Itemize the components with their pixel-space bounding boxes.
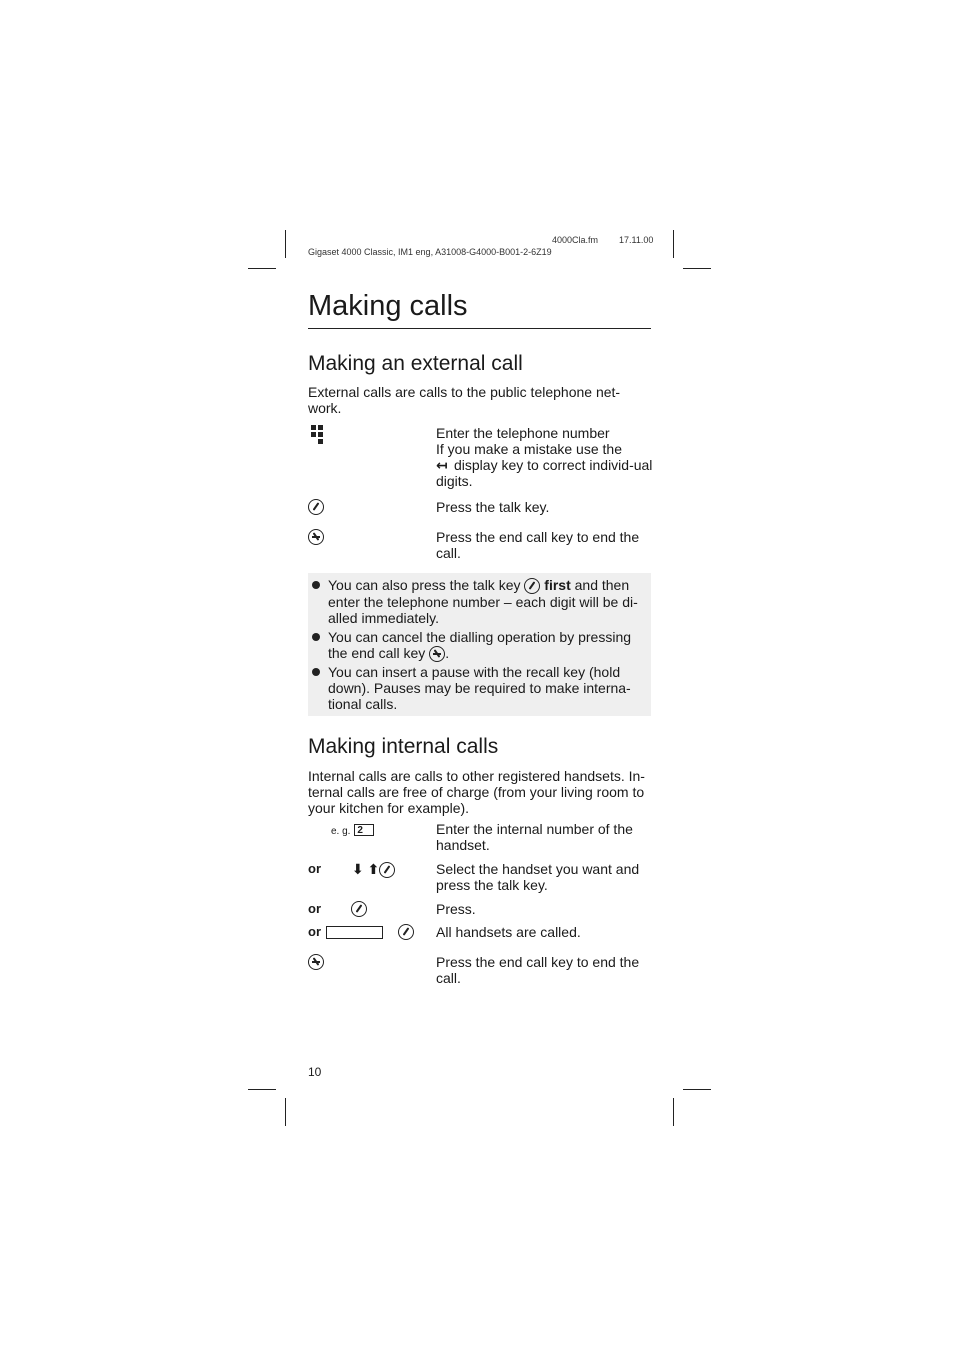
- eg-label: e. g.: [331, 826, 351, 837]
- step-enter-number: [308, 425, 653, 489]
- page-title: Making calls: [308, 288, 651, 329]
- talk-key-icon: [379, 862, 395, 878]
- or-label: or: [308, 924, 321, 939]
- external-heading: Making an external call: [308, 352, 523, 375]
- internal-heading: Making internal calls: [308, 735, 499, 758]
- step-desc: Press the end call key to end the call.: [436, 529, 640, 561]
- page-number: 10: [308, 1065, 322, 1079]
- end-call-key-icon: [308, 529, 324, 545]
- or-label: or: [308, 861, 321, 876]
- step-call-all: [308, 924, 653, 944]
- bullet-icon: [312, 633, 320, 641]
- step-desc: Enter the telephone number: [436, 425, 610, 441]
- step-desc: Select the handset you want and press the talk key.: [436, 861, 640, 893]
- header-doc-id: Gigaset 4000 Classic, IM1 eng, A31008-G4000-B001-2-6Z19: [308, 247, 552, 257]
- step-desc: Press the end call key to end the call.: [436, 954, 640, 986]
- crop-mark: [285, 230, 286, 258]
- step-desc: display key to correct individ-ual digits.: [436, 457, 653, 489]
- step-desc: All handsets are called.: [436, 924, 581, 940]
- step-desc: Press the talk key.: [436, 499, 550, 515]
- digit-key-icon: 2: [354, 824, 374, 836]
- internal-intro: Internal calls are calls to other registered handsets. In-ternal calls are free of charge (from your living room to your kitchen for example).: [308, 768, 645, 816]
- crop-mark: [248, 1089, 276, 1090]
- or-label: or: [308, 901, 321, 916]
- step-desc: If you make a mistake use the: [436, 441, 622, 457]
- keypad-icon: [308, 425, 326, 445]
- crop-mark: [683, 268, 711, 269]
- display-key-box: [326, 926, 383, 939]
- crop-mark: [248, 268, 276, 269]
- talk-key-icon: [308, 499, 324, 515]
- crop-mark: [673, 230, 674, 258]
- note-item: You can insert a pause with the recall key (hold down). Pauses may be required to make interna-tional calls.: [312, 664, 651, 712]
- crop-mark: [673, 1098, 674, 1126]
- crop-mark: [285, 1098, 286, 1126]
- step-select-handset: [308, 861, 653, 895]
- talk-key-icon: [524, 578, 540, 594]
- header-date: 17.11.00: [619, 235, 654, 245]
- step-talk: [308, 499, 653, 519]
- bullet-icon: [312, 668, 320, 676]
- step-end: [308, 529, 653, 563]
- delete-icon: ↤: [436, 457, 448, 473]
- note-item: You can also press the talk key first and then enter the telephone number – each digit will be di-alled immediately.: [312, 577, 651, 625]
- step-end-internal: [308, 954, 653, 988]
- header-file: 4000Cla.fm: [552, 235, 599, 245]
- note-box: [308, 573, 651, 716]
- talk-key-icon: [398, 924, 414, 940]
- arrow-down-icon: ⬇: [352, 861, 364, 877]
- step-desc: Enter the internal number of the handset.: [436, 821, 633, 853]
- end-call-key-icon: [308, 954, 324, 970]
- step-internal-number: [308, 821, 653, 855]
- arrow-up-icon: ⬆: [367, 861, 380, 877]
- note-item: You can cancel the dialling operation by pressing the end call key .: [312, 629, 651, 661]
- talk-key-icon: [351, 901, 367, 917]
- bullet-icon: [312, 581, 320, 589]
- step-desc: Press.: [436, 901, 476, 917]
- external-intro: External calls are calls to the public telephone net-work.: [308, 384, 621, 416]
- crop-mark: [683, 1089, 711, 1090]
- step-press: [308, 901, 653, 921]
- end-call-key-icon: [429, 646, 445, 662]
